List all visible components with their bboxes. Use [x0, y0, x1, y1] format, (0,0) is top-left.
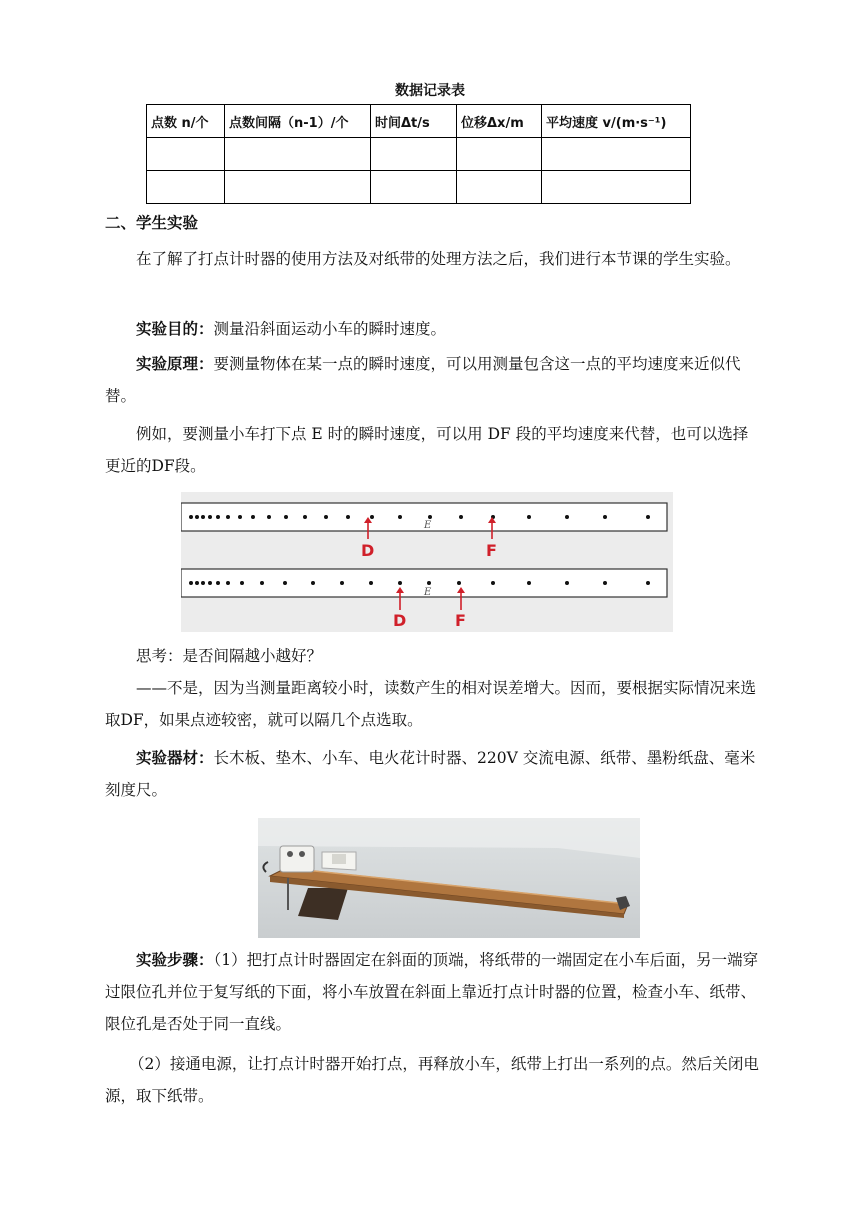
table-cell [147, 171, 225, 204]
table-cell [371, 171, 457, 204]
principle-paragraph [105, 348, 760, 412]
record-table [146, 104, 691, 204]
label-d: D [361, 541, 375, 560]
table-cell [542, 171, 691, 204]
intro-paragraph: 在了解了打点计时器的使用方法及对纸带的处理方法之后，我们进行本节课的学生实验。 [136, 250, 741, 268]
col-header-points: 点数 n/个 [147, 105, 225, 138]
table-cell [542, 138, 691, 171]
table-cell [457, 171, 542, 204]
table-cell [371, 138, 457, 171]
purpose-paragraph [105, 313, 760, 345]
tape-figure [181, 492, 673, 632]
table-row [147, 171, 691, 204]
table-cell [225, 138, 371, 171]
purpose-label: 实验目的： [136, 320, 214, 338]
col-header-interval: 点数间隔（n-1）/个 [225, 105, 371, 138]
equipment-label: 实验器材： [136, 749, 214, 767]
table-row [147, 138, 691, 171]
steps-label: 实验步骤： [136, 951, 214, 969]
label-d: D [393, 611, 407, 630]
answer-paragraph: ——不是，因为当测量距离较小时，读数产生的相对误差增大。因而，要根据实际情况来选取DF，如果点迹较密，就可以隔几个点选取。 [105, 679, 757, 729]
principle-label: 实验原理： [136, 355, 214, 373]
section-heading: 二、学生实验 [105, 214, 199, 232]
purpose-text: 测量沿斜面运动小车的瞬时速度。 [213, 320, 447, 338]
label-f: F [455, 611, 466, 630]
col-header-velocity: 平均速度 v/(m·s⁻¹) [542, 105, 691, 138]
table-cell [147, 138, 225, 171]
table-cell [457, 138, 542, 171]
principle-text: 要测量物体在某一点的瞬时速度，可以用测量包含这一点的平均速度来近似代替。 [105, 355, 741, 405]
apparatus-photo [258, 818, 640, 938]
table-cell [225, 171, 371, 204]
record-table-title: 数据记录表 [395, 83, 465, 99]
example-paragraph: 例如，要测量小车打下点 E 时的瞬时速度，可以用 DF 段的平均速度来代替，也可以选择更近的DF段。 [105, 425, 749, 475]
label-e: E [424, 587, 432, 598]
step1-paragraph [105, 944, 760, 1040]
think-paragraph: 思考：是否间隔越小越好？ [136, 647, 323, 665]
col-header-time: 时间Δt/s [371, 105, 457, 138]
col-header-displacement: 位移Δx/m [457, 105, 542, 138]
equipment-text: 长木板、垫木、小车、电火花计时器、220V 交流电源、纸带、墨粉纸盘、毫米刻度尺。 [105, 749, 756, 799]
label-f: F [486, 541, 497, 560]
table-header-row [147, 105, 691, 138]
equipment-paragraph [105, 742, 760, 806]
label-e: E [424, 520, 432, 531]
step1-text: （1）把打点计时器固定在斜面的顶端，将纸带的一端固定在小车后面，另一端穿过限位孔并位于复写纸的下面，将小车放置在斜面上靠近打点计时器的位置，检查小车、纸带、限位孔是否处于同一直线。 [105, 951, 759, 1033]
spark-timer [280, 846, 314, 872]
step2-paragraph: （2）接通电源，让打点计时器开始打点，再释放小车，纸带上打出一系列的点。然后关闭电源，取下纸带。 [105, 1055, 759, 1105]
